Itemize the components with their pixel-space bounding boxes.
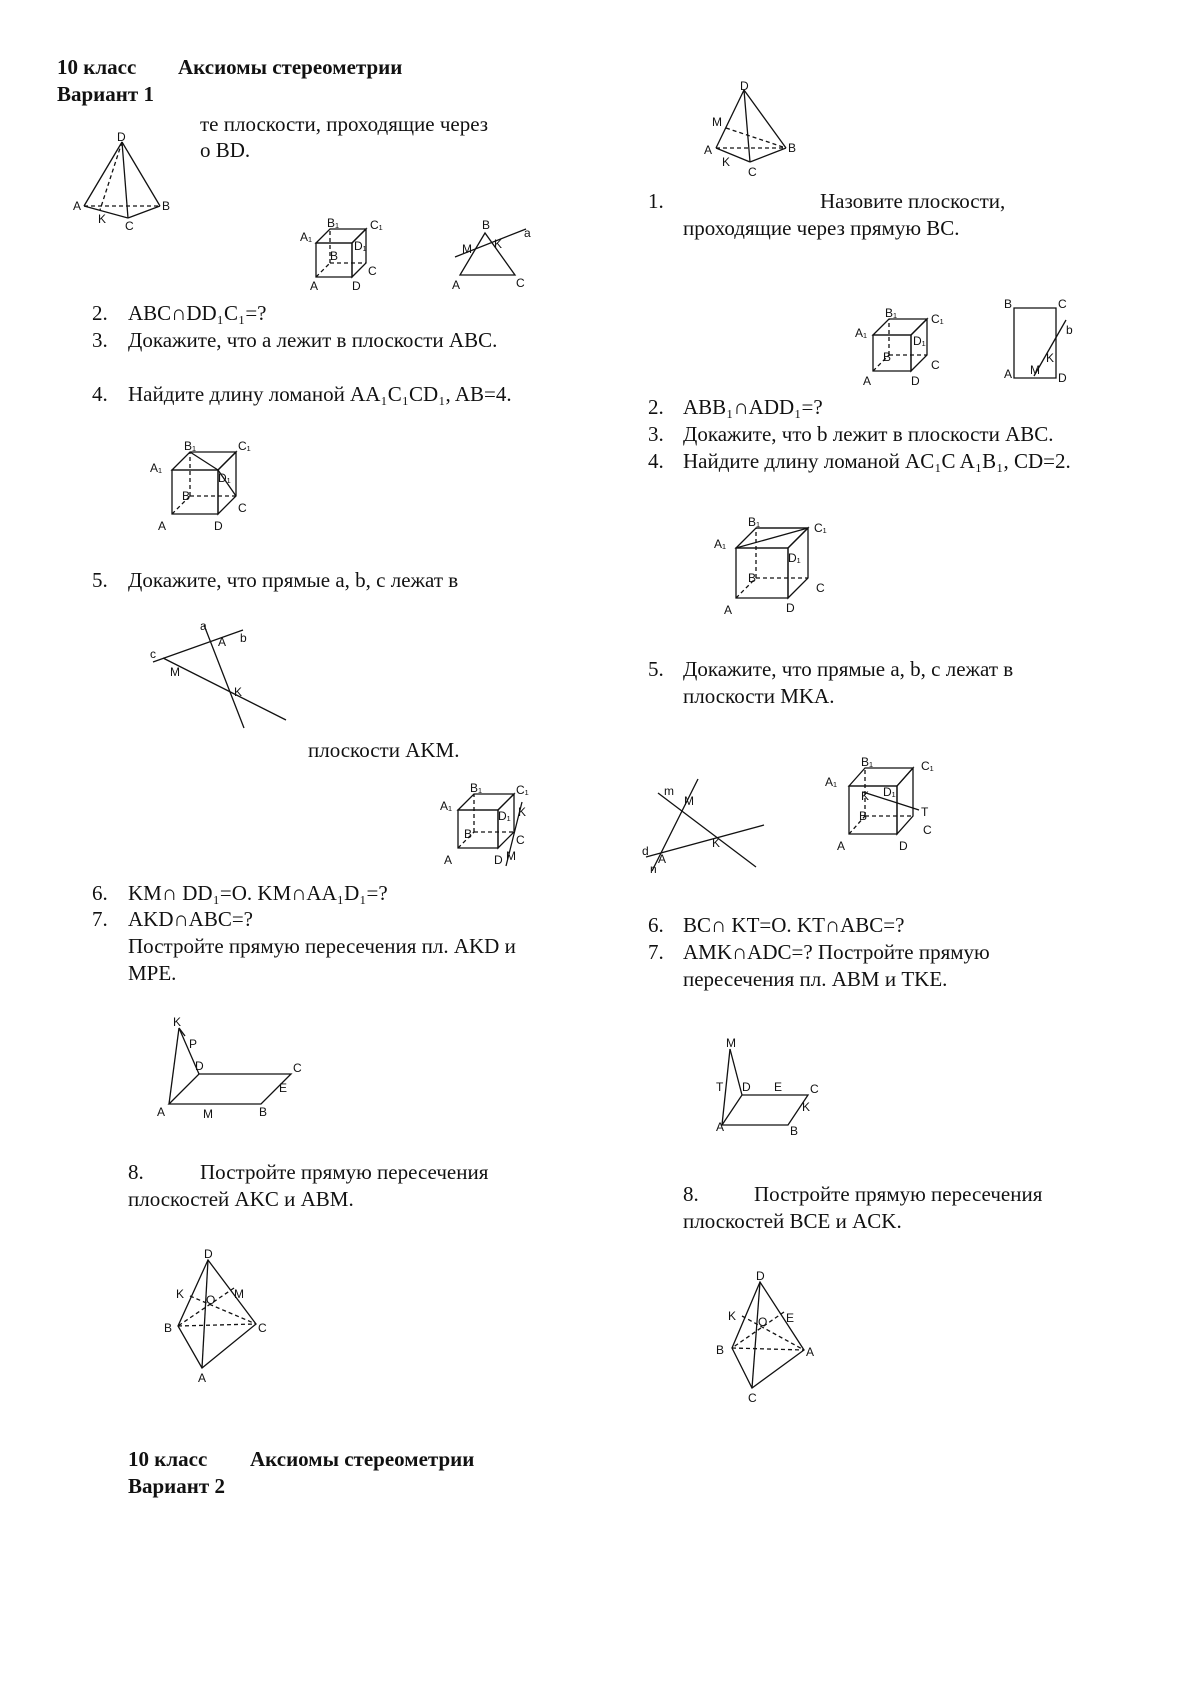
svg-text:A: A	[704, 143, 713, 157]
v1-q8-line1: Постройте прямую пересечения	[200, 1160, 489, 1184]
label-A: A	[73, 199, 82, 213]
svg-text:B₁: B₁	[748, 515, 761, 529]
svg-text:A: A	[444, 853, 453, 867]
svg-text:E: E	[279, 1081, 288, 1095]
svg-text:P: P	[189, 1037, 198, 1051]
v1-q7-line2: Постройте прямую пересечения пл. AKD и	[128, 934, 516, 958]
svg-text:A: A	[198, 1371, 207, 1385]
v2-q1-line2: проходящие через прямую BC.	[683, 216, 960, 240]
svg-text:A: A	[806, 1345, 815, 1359]
header2-variant: Вариант 2	[128, 1474, 225, 1498]
v2-q5-line1: Докажите, что прямые a, b, c лежат в	[683, 657, 1014, 681]
svg-text:O: O	[206, 1293, 216, 1307]
svg-text:K: K	[802, 1100, 811, 1114]
svg-text:A: A	[452, 278, 461, 292]
svg-text:C₁: C₁	[370, 218, 383, 232]
svg-text:C: C	[931, 358, 940, 372]
svg-text:M: M	[203, 1107, 213, 1121]
svg-text:C: C	[516, 276, 525, 290]
v2-cube-figure-q2	[855, 305, 955, 390]
svg-text:D: D	[756, 1269, 765, 1283]
svg-text:C: C	[368, 264, 377, 278]
svg-text:K: K	[1046, 351, 1055, 365]
svg-text:D: D	[204, 1247, 213, 1261]
svg-text:B: B	[883, 350, 892, 364]
svg-text:B: B	[748, 571, 757, 585]
svg-text:K: K	[176, 1287, 185, 1301]
svg-text:B₁: B₁	[327, 216, 340, 230]
v1-q4: Найдите длину ломаной AA₁C₁CD₁, AB=4.	[128, 382, 512, 406]
svg-text:B₁: B₁	[861, 755, 874, 769]
v1-q5-line1: Докажите, что прямые a, b, c лежат в	[128, 568, 459, 592]
svg-text:M: M	[726, 1036, 736, 1050]
label-B: B	[162, 199, 171, 213]
v1-triangle-figure	[440, 215, 535, 290]
svg-text:A₁: A₁	[440, 799, 453, 813]
svg-text:B: B	[164, 1321, 173, 1335]
svg-text:A: A	[310, 279, 319, 293]
svg-text:B₁: B₁	[184, 439, 197, 453]
svg-text:C: C	[748, 165, 757, 179]
svg-text:B₁: B₁	[885, 306, 898, 320]
svg-text:D₁: D₁	[788, 551, 801, 565]
v2-q4: Найдите длину ломаной AC₁C A₁B₁, CD=2.	[683, 449, 1071, 473]
svg-text:E: E	[786, 1311, 795, 1325]
v2-plane-figure-q7	[712, 1035, 832, 1138]
v2-q7-line1: AMK∩ADC=? Постройте прямую	[683, 940, 990, 964]
svg-text:C: C	[810, 1082, 819, 1096]
v2-lines-figure	[640, 775, 770, 875]
svg-text:M: M	[170, 665, 180, 679]
label-C: C	[125, 219, 134, 233]
svg-text:A₁: A₁	[300, 230, 313, 244]
svg-text:K: K	[722, 155, 731, 169]
v1-q3: Докажите, что a лежит в плоскости ABC.	[128, 328, 498, 352]
svg-text:d: d	[642, 844, 649, 858]
svg-text:K: K	[728, 1309, 737, 1323]
v1-plane-figure-q7	[155, 1012, 315, 1122]
svg-text:C₁: C₁	[931, 312, 944, 326]
svg-text:n: n	[650, 862, 657, 876]
svg-text:C: C	[258, 1321, 267, 1335]
svg-text:A₁: A₁	[714, 537, 727, 551]
v2-q2: ABB₁∩ADD₁=?	[683, 395, 823, 419]
svg-text:A: A	[837, 839, 846, 853]
svg-text:M: M	[462, 242, 472, 256]
svg-text:A: A	[716, 1120, 725, 1134]
svg-text:D: D	[1058, 371, 1067, 385]
v1-q8-line2: плоскостей AKC и ABM.	[128, 1187, 354, 1211]
svg-text:O: O	[758, 1315, 768, 1329]
svg-text:B: B	[464, 827, 473, 841]
v1-q7-line3: MPE.	[128, 961, 177, 985]
svg-text:b: b	[240, 631, 247, 645]
svg-text:D₁: D₁	[498, 809, 511, 823]
svg-text:C₁: C₁	[921, 759, 934, 773]
svg-text:C: C	[293, 1061, 302, 1075]
v2-tetrahedron-figure	[712, 1270, 822, 1410]
v2-q6: BC∩ KT=O. KT∩ABC=?	[683, 913, 905, 937]
svg-text:M: M	[234, 1287, 244, 1301]
v1-cube-figure-q2	[300, 215, 390, 295]
svg-text:A: A	[158, 519, 167, 533]
svg-text:D: D	[899, 839, 908, 853]
svg-text:a: a	[524, 226, 531, 240]
v1-q1-line1: те плоскости, проходящие через	[200, 112, 489, 136]
svg-text:D₁: D₁	[218, 471, 231, 485]
v2-q5-line2: плоскости MKA.	[683, 684, 835, 708]
v1-q1-line2: о BD.	[200, 138, 251, 162]
svg-text:D: D	[740, 79, 749, 93]
header-grade: 10 класс	[57, 55, 137, 79]
v2-cube-figure-q6	[825, 752, 955, 862]
svg-text:K: K	[494, 237, 503, 251]
svg-text:B: B	[716, 1343, 725, 1357]
svg-text:K: K	[861, 789, 870, 803]
v1-q7-line1: AKD∩ABC=?	[128, 907, 254, 931]
v2-pyramid-figure	[700, 80, 810, 180]
svg-text:D₁: D₁	[913, 334, 926, 348]
v2-rectangle-figure	[1000, 298, 1090, 388]
svg-text:A: A	[218, 635, 227, 649]
svg-text:A: A	[863, 374, 872, 388]
svg-text:B: B	[182, 489, 191, 503]
v2-q3: Докажите, что b лежит в плоскости ABC.	[683, 422, 1054, 446]
svg-text:B: B	[790, 1124, 799, 1138]
header-variant: Вариант 1	[57, 82, 154, 106]
svg-text:A: A	[157, 1105, 166, 1119]
svg-text:B: B	[482, 218, 491, 232]
svg-text:K: K	[234, 685, 243, 699]
svg-text:D: D	[195, 1059, 204, 1073]
svg-text:K: K	[712, 836, 721, 850]
v1-pyramid-figure	[70, 130, 180, 240]
header2-grade: 10 класс	[128, 1447, 208, 1471]
v1-cube-figure-q6	[440, 782, 540, 872]
svg-text:K: K	[518, 805, 527, 819]
header-title: Аксиомы стереометрии	[178, 55, 403, 79]
svg-text:A: A	[1004, 367, 1013, 381]
svg-text:B: B	[330, 249, 339, 263]
svg-text:m: m	[664, 784, 674, 798]
svg-text:b: b	[1066, 323, 1073, 337]
svg-text:B: B	[1004, 297, 1013, 311]
svg-text:C: C	[238, 501, 247, 515]
svg-text:D₁: D₁	[883, 785, 896, 799]
svg-text:E: E	[774, 1080, 783, 1094]
svg-text:D: D	[911, 374, 920, 388]
v2-q7-line2: пересечения пл. ABM и TKE.	[683, 967, 948, 991]
v2-q8-line2: плоскостей BCE и ACK.	[683, 1209, 902, 1233]
v1-lines-figure	[148, 620, 288, 730]
svg-text:A: A	[724, 603, 733, 617]
v1-q5-line2: плоскости AKM.	[308, 738, 460, 762]
label-D: D	[117, 130, 126, 144]
svg-text:D₁: D₁	[354, 239, 367, 253]
svg-text:M: M	[712, 115, 722, 129]
svg-text:T: T	[921, 805, 929, 819]
svg-text:C: C	[1058, 297, 1067, 311]
svg-text:C: C	[516, 833, 525, 847]
svg-text:C: C	[748, 1391, 757, 1405]
svg-text:C: C	[923, 823, 932, 837]
v1-tetrahedron-figure	[160, 1248, 280, 1388]
v2-q8-line1: Постройте прямую пересечения	[754, 1182, 1043, 1206]
v1-q6: KM∩ DD₁=O. KM∩AA₁D₁=?	[128, 881, 388, 905]
svg-text:C₁: C₁	[814, 521, 827, 535]
svg-text:c: c	[150, 647, 156, 661]
svg-text:A: A	[658, 852, 667, 866]
svg-text:B: B	[859, 809, 868, 823]
svg-text:T: T	[716, 1080, 724, 1094]
v2-cube-figure-q4	[712, 512, 842, 622]
svg-text:D: D	[214, 519, 223, 533]
svg-text:A₁: A₁	[825, 775, 838, 789]
header2-title: Аксиомы стереометрии	[250, 1447, 475, 1471]
svg-text:M: M	[684, 794, 694, 808]
svg-text:M: M	[1030, 363, 1040, 377]
svg-text:D: D	[742, 1080, 751, 1094]
svg-text:M: M	[506, 849, 516, 863]
svg-text:B: B	[259, 1105, 268, 1119]
v1-q2: ABC∩DD₁C₁=?	[128, 301, 267, 325]
svg-text:a: a	[200, 619, 207, 633]
svg-text:C₁: C₁	[238, 439, 251, 453]
svg-text:B: B	[788, 141, 797, 155]
svg-text:A₁: A₁	[150, 461, 163, 475]
svg-text:D: D	[352, 279, 361, 293]
svg-text:C: C	[816, 581, 825, 595]
v1-cube-figure-q4	[150, 438, 260, 538]
svg-text:A₁: A₁	[855, 326, 868, 340]
svg-text:D: D	[786, 601, 795, 615]
svg-text:B₁: B₁	[470, 781, 483, 795]
svg-text:K: K	[173, 1015, 182, 1029]
svg-text:D: D	[494, 853, 503, 867]
v2-q1-line1: Назовите плоскости,	[820, 189, 1006, 213]
svg-text:C₁: C₁	[516, 783, 529, 797]
label-K: K	[98, 212, 107, 226]
